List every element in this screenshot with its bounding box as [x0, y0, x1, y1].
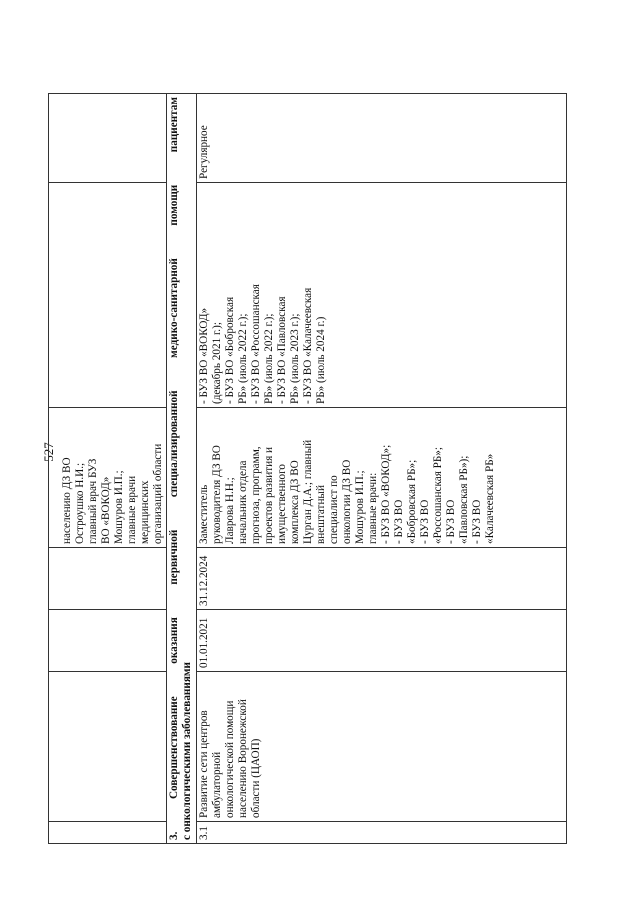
row-name-line: онкологической помощи — [224, 700, 236, 818]
row-name — [197, 672, 567, 822]
top-cell-periodicity — [49, 94, 167, 183]
result-line: (декабрь 2021 г.); — [211, 322, 223, 404]
row-responsible — [197, 408, 567, 548]
responsible-line: внештатный — [315, 485, 327, 544]
responsible-line: - БУЗ ВО — [393, 499, 405, 544]
responsible-line: - БУЗ ВО — [445, 499, 457, 544]
responsible-line: Лаврова Н.Н.; — [224, 477, 236, 544]
top-responsible-line: Остроушко Н.И.; — [74, 462, 86, 544]
top-responsible-line: медицинских — [139, 480, 151, 544]
result-line: - БУЗ ВО «Россошанская — [250, 284, 262, 404]
responsible-line: начальник отдела — [237, 460, 249, 544]
result-line: - БУЗ ВО «ВОКОД» — [198, 307, 210, 404]
section-header-row — [167, 94, 197, 844]
top-cell-result — [49, 183, 167, 408]
top-responsible-line: главный врач БУЗ — [87, 458, 99, 544]
row-periodicity: Регулярное — [197, 94, 567, 183]
page-number: 527 — [41, 442, 56, 462]
top-cell-end — [49, 548, 167, 610]
responsible-line: специалист по — [328, 475, 340, 544]
result-line: РБ» (июль 2022 г.); — [237, 313, 249, 404]
row-number: 3.1 — [197, 822, 567, 844]
row-end-date: 31.12.2024 — [197, 548, 567, 610]
responsible-line: проектов развития и — [263, 446, 275, 544]
top-responsible-line: Мошуров И.П.; — [113, 470, 125, 544]
section-title-line-1: 3. Совершенствование оказания первичной специализированной медико-санитарной помощи пациентам — [168, 97, 180, 840]
responsible-line: главные врачи: — [367, 472, 379, 544]
row-start-date: 01.01.2021 — [197, 610, 567, 672]
row-name-line: области (ЦАОП) — [250, 738, 262, 818]
top-cell-start — [49, 610, 167, 672]
section-title-line-2: с онкологическими заболеваниями — [181, 662, 193, 840]
result-line: - БУЗ ВО «Калачеевская — [302, 287, 314, 404]
row-name-line: амбулаторной — [211, 751, 223, 818]
top-responsible-line: ВО «ВОКОД» — [100, 476, 112, 544]
row-name-line: Развитие сети центров — [198, 710, 210, 818]
responsible-line: руководителя ДЗ ВО — [211, 445, 223, 544]
responsible-line: Цурган Д.А.; главный — [302, 439, 314, 544]
top-responsible-line: главные врачи — [126, 475, 138, 544]
plan-table — [48, 93, 567, 844]
responsible-line: «Павловская РБ»); — [458, 455, 470, 544]
responsible-line: «Бобровская РБ»; — [406, 459, 418, 544]
top-responsible-line: организаций области — [152, 443, 164, 544]
top-responsible-line: населению ДЗ ВО — [61, 457, 73, 544]
responsible-line: прогноза, программ, — [250, 446, 262, 544]
row-name-line: населению Воронежской — [237, 699, 249, 818]
result-line: РБ» (июль 2022 г.); — [263, 313, 275, 404]
row-result — [197, 183, 567, 408]
table-row — [197, 94, 567, 844]
result-line: - БУЗ ВО «Бобровская — [224, 296, 236, 404]
responsible-line: «Россошанская РБ»; — [432, 447, 444, 544]
top-cell-name — [49, 672, 167, 822]
responsible-line: - БУЗ ВО — [419, 499, 431, 544]
top-cell-num — [49, 822, 167, 844]
result-line: РБ» (июль 2024 г.) — [315, 316, 327, 404]
result-line: - БУЗ ВО «Павловская — [276, 296, 288, 404]
table-rotation-wrapper — [48, 94, 568, 844]
responsible-line: - БУЗ ВО «ВОКОД»; — [380, 444, 392, 544]
responsible-line: имущественного — [276, 463, 288, 544]
section-title — [167, 94, 197, 844]
responsible-line: «Калачеевская РБ» — [484, 453, 496, 544]
responsible-line: - БУЗ ВО — [471, 499, 483, 544]
rotated-table-area — [48, 94, 568, 844]
table-row-top — [49, 94, 167, 844]
responsible-line: комплекса ДЗ ВО — [289, 460, 301, 544]
responsible-line: Мошуров И.П.; — [354, 470, 366, 544]
responsible-line: онкологии ДЗ ВО — [341, 459, 353, 544]
result-line: РБ» (июль 2023 г.); — [289, 313, 301, 404]
responsible-line: Заместитель — [198, 484, 210, 544]
top-cell-responsible — [49, 408, 167, 548]
